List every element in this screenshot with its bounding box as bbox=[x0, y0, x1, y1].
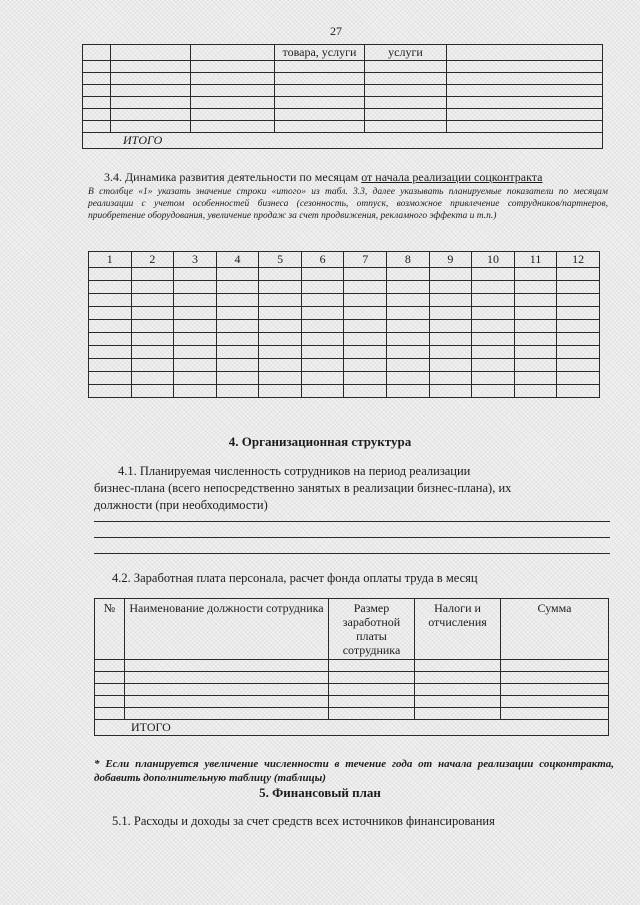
table-row bbox=[89, 320, 600, 333]
section-4-title: 4. Организационная структура bbox=[228, 434, 412, 449]
header-number: № bbox=[95, 599, 125, 660]
table-row bbox=[83, 109, 603, 121]
para-5-1: 5.1. Расходы и доходы за счет средств всех источников финансирования bbox=[112, 814, 495, 828]
para-4-2: 4.2. Заработная плата персонала, расчет фонда оплаты труда в месяц bbox=[112, 571, 478, 585]
header-taxes: Налоги и отчисления bbox=[415, 599, 501, 660]
fill-line bbox=[94, 553, 610, 554]
table-row bbox=[89, 294, 600, 307]
table-total-row bbox=[95, 720, 609, 736]
table-row bbox=[83, 85, 603, 97]
section-3-4-title bbox=[104, 170, 604, 185]
table-row bbox=[95, 684, 609, 696]
page-number: 27 bbox=[330, 24, 342, 38]
table-row bbox=[89, 307, 600, 320]
month-col-10: 10 bbox=[472, 252, 515, 268]
table-cell: услуги bbox=[365, 45, 447, 61]
salary-table bbox=[94, 598, 609, 736]
month-col-9: 9 bbox=[429, 252, 472, 268]
table-row bbox=[83, 121, 603, 133]
table-row bbox=[95, 708, 609, 720]
header-salary: Размер заработной платы сотрудника bbox=[329, 599, 415, 660]
monthly-dynamics-table bbox=[88, 251, 600, 398]
title-part: 3.4. Динамика развития деятельности по месяцам bbox=[104, 170, 362, 184]
table-cell bbox=[191, 45, 275, 61]
header-position: Наименование должности сотрудника bbox=[125, 599, 329, 660]
table-row bbox=[83, 73, 603, 85]
table-row bbox=[89, 385, 600, 398]
table-row bbox=[83, 97, 603, 109]
month-col-2: 2 bbox=[131, 252, 174, 268]
para-4-1-line1: 4.1. Планируемая численность сотрудников на период реализации bbox=[118, 464, 471, 478]
month-col-12: 12 bbox=[557, 252, 600, 268]
table-cell bbox=[83, 45, 111, 61]
table-row bbox=[83, 45, 603, 61]
fill-line bbox=[94, 537, 610, 538]
footnote: * Если планируется увеличение численности в течение года от начала реализации соцконтракта, добавить дополнительную таблицу (таблицы) bbox=[94, 758, 614, 784]
month-col-1: 1 bbox=[89, 252, 132, 268]
total-label: ИТОГО bbox=[95, 720, 609, 736]
table-cell bbox=[111, 45, 191, 61]
table-row bbox=[95, 696, 609, 708]
month-col-6: 6 bbox=[301, 252, 344, 268]
month-col-5: 5 bbox=[259, 252, 302, 268]
month-col-7: 7 bbox=[344, 252, 387, 268]
section-5-title: 5. Финансовый план bbox=[259, 785, 381, 800]
total-label: ИТОГО bbox=[83, 133, 603, 149]
table-cell: товара, услуги bbox=[275, 45, 365, 61]
month-col-3: 3 bbox=[174, 252, 217, 268]
table-row bbox=[83, 61, 603, 73]
para-4-1-line2: бизнес-плана (всего непосредственно занятых в реализации бизнес-плана), их bbox=[94, 481, 512, 495]
month-col-4: 4 bbox=[216, 252, 259, 268]
table-total-row bbox=[83, 133, 603, 149]
table-row bbox=[89, 268, 600, 281]
table-row bbox=[89, 281, 600, 294]
month-col-8: 8 bbox=[387, 252, 430, 268]
table-row bbox=[95, 672, 609, 684]
table-row bbox=[89, 346, 600, 359]
table-row bbox=[89, 333, 600, 346]
para-4-1-line3: должности (при необходимости) bbox=[94, 498, 268, 512]
table-row bbox=[89, 372, 600, 385]
month-col-11: 11 bbox=[514, 252, 557, 268]
table-row bbox=[89, 359, 600, 372]
table-row bbox=[89, 252, 600, 268]
header-sum: Сумма bbox=[501, 599, 609, 660]
section-3-4-note: В столбце «1» указать значение строки «итого» из табл. 3.3, далее указывать планируемые показатели по месяцам реализации с учетом особенностей бизнеса (сезонность, отпуск, возможное привлечение сотрудников/партнеров, приобретение оборудования, увеличение продаж за счет продвижения, рекламного эффекта и т.п.) bbox=[88, 187, 608, 221]
table-continuation bbox=[82, 44, 603, 149]
title-underlined-part: от начала реализации соцконтракта bbox=[361, 170, 543, 184]
table-row bbox=[95, 660, 609, 672]
fill-line bbox=[94, 521, 610, 522]
table-header-row bbox=[95, 599, 609, 660]
table-cell bbox=[447, 45, 603, 61]
